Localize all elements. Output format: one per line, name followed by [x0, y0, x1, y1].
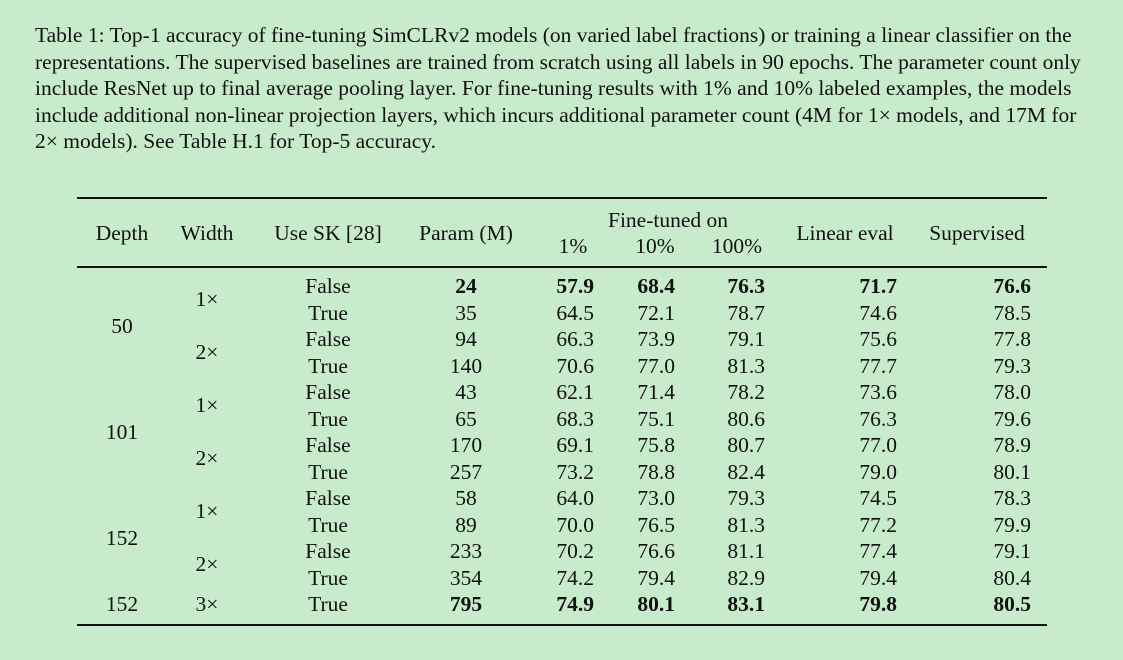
cell-width-group: 3× [195, 592, 219, 616]
cell-depth-group: 101 [105, 419, 139, 444]
cell-use-sk: False [305, 539, 351, 563]
cell-ft-10pct: 80.1 [637, 592, 675, 616]
cell-use-sk: True [308, 300, 348, 325]
cell-ft-1pct: 69.1 [556, 433, 594, 457]
cell-linear-eval: 77.7 [859, 353, 897, 378]
cell-ft-100pct: 82.9 [727, 565, 765, 590]
cell-linear-eval: 75.6 [859, 327, 897, 351]
cell-linear-eval: 77.0 [859, 433, 897, 457]
cell-ft-10pct: 76.6 [637, 539, 675, 563]
cell-ft-1pct: 74.2 [556, 565, 594, 590]
cell-supervised: 79.1 [993, 539, 1031, 563]
cell-linear-eval: 74.6 [859, 300, 897, 325]
cell-param: 795 [449, 592, 483, 616]
cell-linear-eval: 73.6 [859, 380, 897, 404]
cell-supervised: 80.1 [993, 459, 1031, 484]
cell-ft-10pct: 78.8 [637, 459, 675, 484]
cell-depth-group: 50 [111, 313, 133, 338]
cell-supervised: 76.6 [993, 274, 1031, 298]
cell-supervised: 78.9 [993, 433, 1031, 457]
cell-linear-eval: 79.0 [859, 459, 897, 484]
cell-supervised: 78.3 [993, 486, 1031, 510]
cell-param: 354 [449, 565, 483, 590]
cell-ft-100pct: 81.3 [727, 512, 765, 537]
header-linear-eval: Linear eval [796, 221, 894, 245]
cell-ft-1pct: 66.3 [556, 327, 594, 351]
cell-linear-eval: 77.2 [859, 512, 897, 537]
cell-ft-10pct: 72.1 [637, 300, 675, 325]
cell-ft-1pct: 73.2 [556, 459, 594, 484]
cell-ft-100pct: 78.2 [727, 380, 765, 404]
cell-use-sk: False [305, 433, 351, 457]
header-fine-tuned-on: Fine-tuned on [607, 208, 729, 232]
cell-use-sk: True [308, 353, 348, 378]
cell-supervised: 79.6 [993, 406, 1031, 431]
cell-width-group: 2× [195, 340, 219, 365]
cell-param: 58 [455, 486, 477, 510]
header-ft-1pct: 1% [558, 234, 588, 258]
table-top-rule [77, 197, 1047, 199]
cell-use-sk: True [308, 565, 348, 590]
cell-linear-eval: 71.7 [859, 274, 897, 298]
cell-depth-group: 152 [105, 592, 139, 616]
cell-width-group: 1× [195, 499, 219, 524]
cell-supervised: 80.4 [993, 565, 1031, 590]
cell-param: 35 [455, 300, 477, 325]
cell-ft-100pct: 80.7 [727, 433, 765, 457]
cell-ft-1pct: 68.3 [556, 406, 594, 431]
cell-ft-1pct: 57.9 [556, 274, 594, 298]
header-ft-100pct: 100% [711, 234, 763, 258]
cell-linear-eval: 77.4 [859, 539, 897, 563]
cell-supervised: 78.5 [993, 300, 1031, 325]
cell-param: 65 [455, 406, 477, 431]
cell-linear-eval: 76.3 [859, 406, 897, 431]
header-ft-10pct: 10% [635, 234, 675, 258]
cell-ft-10pct: 77.0 [637, 353, 675, 378]
cell-ft-10pct: 79.4 [637, 565, 675, 590]
cell-ft-10pct: 71.4 [637, 380, 675, 404]
cell-width-group: 2× [195, 446, 219, 471]
cell-supervised: 77.8 [993, 327, 1031, 351]
header-use-sk: Use SK [28] [274, 221, 382, 245]
cell-param: 24 [455, 274, 477, 298]
cell-width-group: 1× [195, 393, 219, 418]
cell-use-sk: True [308, 512, 348, 537]
cell-ft-100pct: 81.1 [727, 539, 765, 563]
header-param: Param (M) [419, 221, 513, 245]
cell-param: 43 [455, 380, 477, 404]
cell-ft-1pct: 62.1 [556, 380, 594, 404]
cell-ft-100pct: 81.3 [727, 353, 765, 378]
cell-linear-eval: 79.4 [859, 565, 897, 590]
cell-supervised: 80.5 [993, 592, 1031, 616]
cell-ft-10pct: 68.4 [637, 274, 675, 298]
cell-param: 170 [449, 433, 483, 457]
cell-width-group: 2× [195, 552, 219, 577]
cell-supervised: 79.9 [993, 512, 1031, 537]
cell-linear-eval: 74.5 [859, 486, 897, 510]
cell-use-sk: False [305, 274, 351, 298]
header-depth: Depth [95, 221, 149, 245]
cell-param: 89 [455, 512, 477, 537]
header-width: Width [180, 221, 234, 245]
table-header-rule [77, 266, 1047, 268]
header-supervised: Supervised [929, 221, 1025, 245]
cell-ft-100pct: 83.1 [727, 592, 765, 616]
cell-ft-10pct: 73.9 [637, 327, 675, 351]
cell-param: 233 [449, 539, 483, 563]
cell-ft-1pct: 70.2 [556, 539, 594, 563]
cell-ft-1pct: 70.6 [556, 353, 594, 378]
cell-param: 94 [455, 327, 477, 351]
cell-ft-1pct: 74.9 [556, 592, 594, 616]
cell-param: 257 [449, 459, 483, 484]
cell-depth-group: 152 [105, 525, 139, 550]
cell-use-sk: True [308, 459, 348, 484]
cell-use-sk: True [308, 592, 348, 616]
cell-ft-100pct: 76.3 [727, 274, 765, 298]
cell-use-sk: False [305, 486, 351, 510]
cell-linear-eval: 79.8 [859, 592, 897, 616]
table-caption: Table 1: Top-1 accuracy of fine-tuning SimCLRv2 models (on varied label fractions) or training a linear classifier on the representations. The supervised baselines are trained from scratch using all labels in 90 epochs. The parameter count only include ResNet up to final average pooling layer. For fine-tuning results with 1% and 10% labeled examples, the models include additional non-linear projection layers, which incurs additional parameter count (4M for 1× models, and 17M for 2× models). See Table H.1 for Top-5 accuracy. [35, 23, 1081, 153]
cell-use-sk: False [305, 380, 351, 404]
cell-ft-1pct: 64.5 [556, 300, 594, 325]
cell-ft-10pct: 75.1 [637, 406, 675, 431]
cell-ft-100pct: 79.3 [727, 486, 765, 510]
cell-ft-100pct: 80.6 [727, 406, 765, 431]
cell-ft-10pct: 73.0 [637, 486, 675, 510]
cell-width-group: 1× [195, 287, 219, 312]
cell-use-sk: False [305, 327, 351, 351]
cell-ft-1pct: 64.0 [556, 486, 594, 510]
cell-param: 140 [449, 353, 483, 378]
cell-ft-100pct: 78.7 [727, 300, 765, 325]
cell-supervised: 79.3 [993, 353, 1031, 378]
cell-use-sk: True [308, 406, 348, 431]
cell-ft-100pct: 79.1 [727, 327, 765, 351]
cell-supervised: 78.0 [993, 380, 1031, 404]
cell-ft-100pct: 82.4 [727, 459, 765, 484]
cell-ft-10pct: 75.8 [637, 433, 675, 457]
table-bottom-rule [77, 624, 1047, 626]
cell-ft-10pct: 76.5 [637, 512, 675, 537]
cell-ft-1pct: 70.0 [556, 512, 594, 537]
